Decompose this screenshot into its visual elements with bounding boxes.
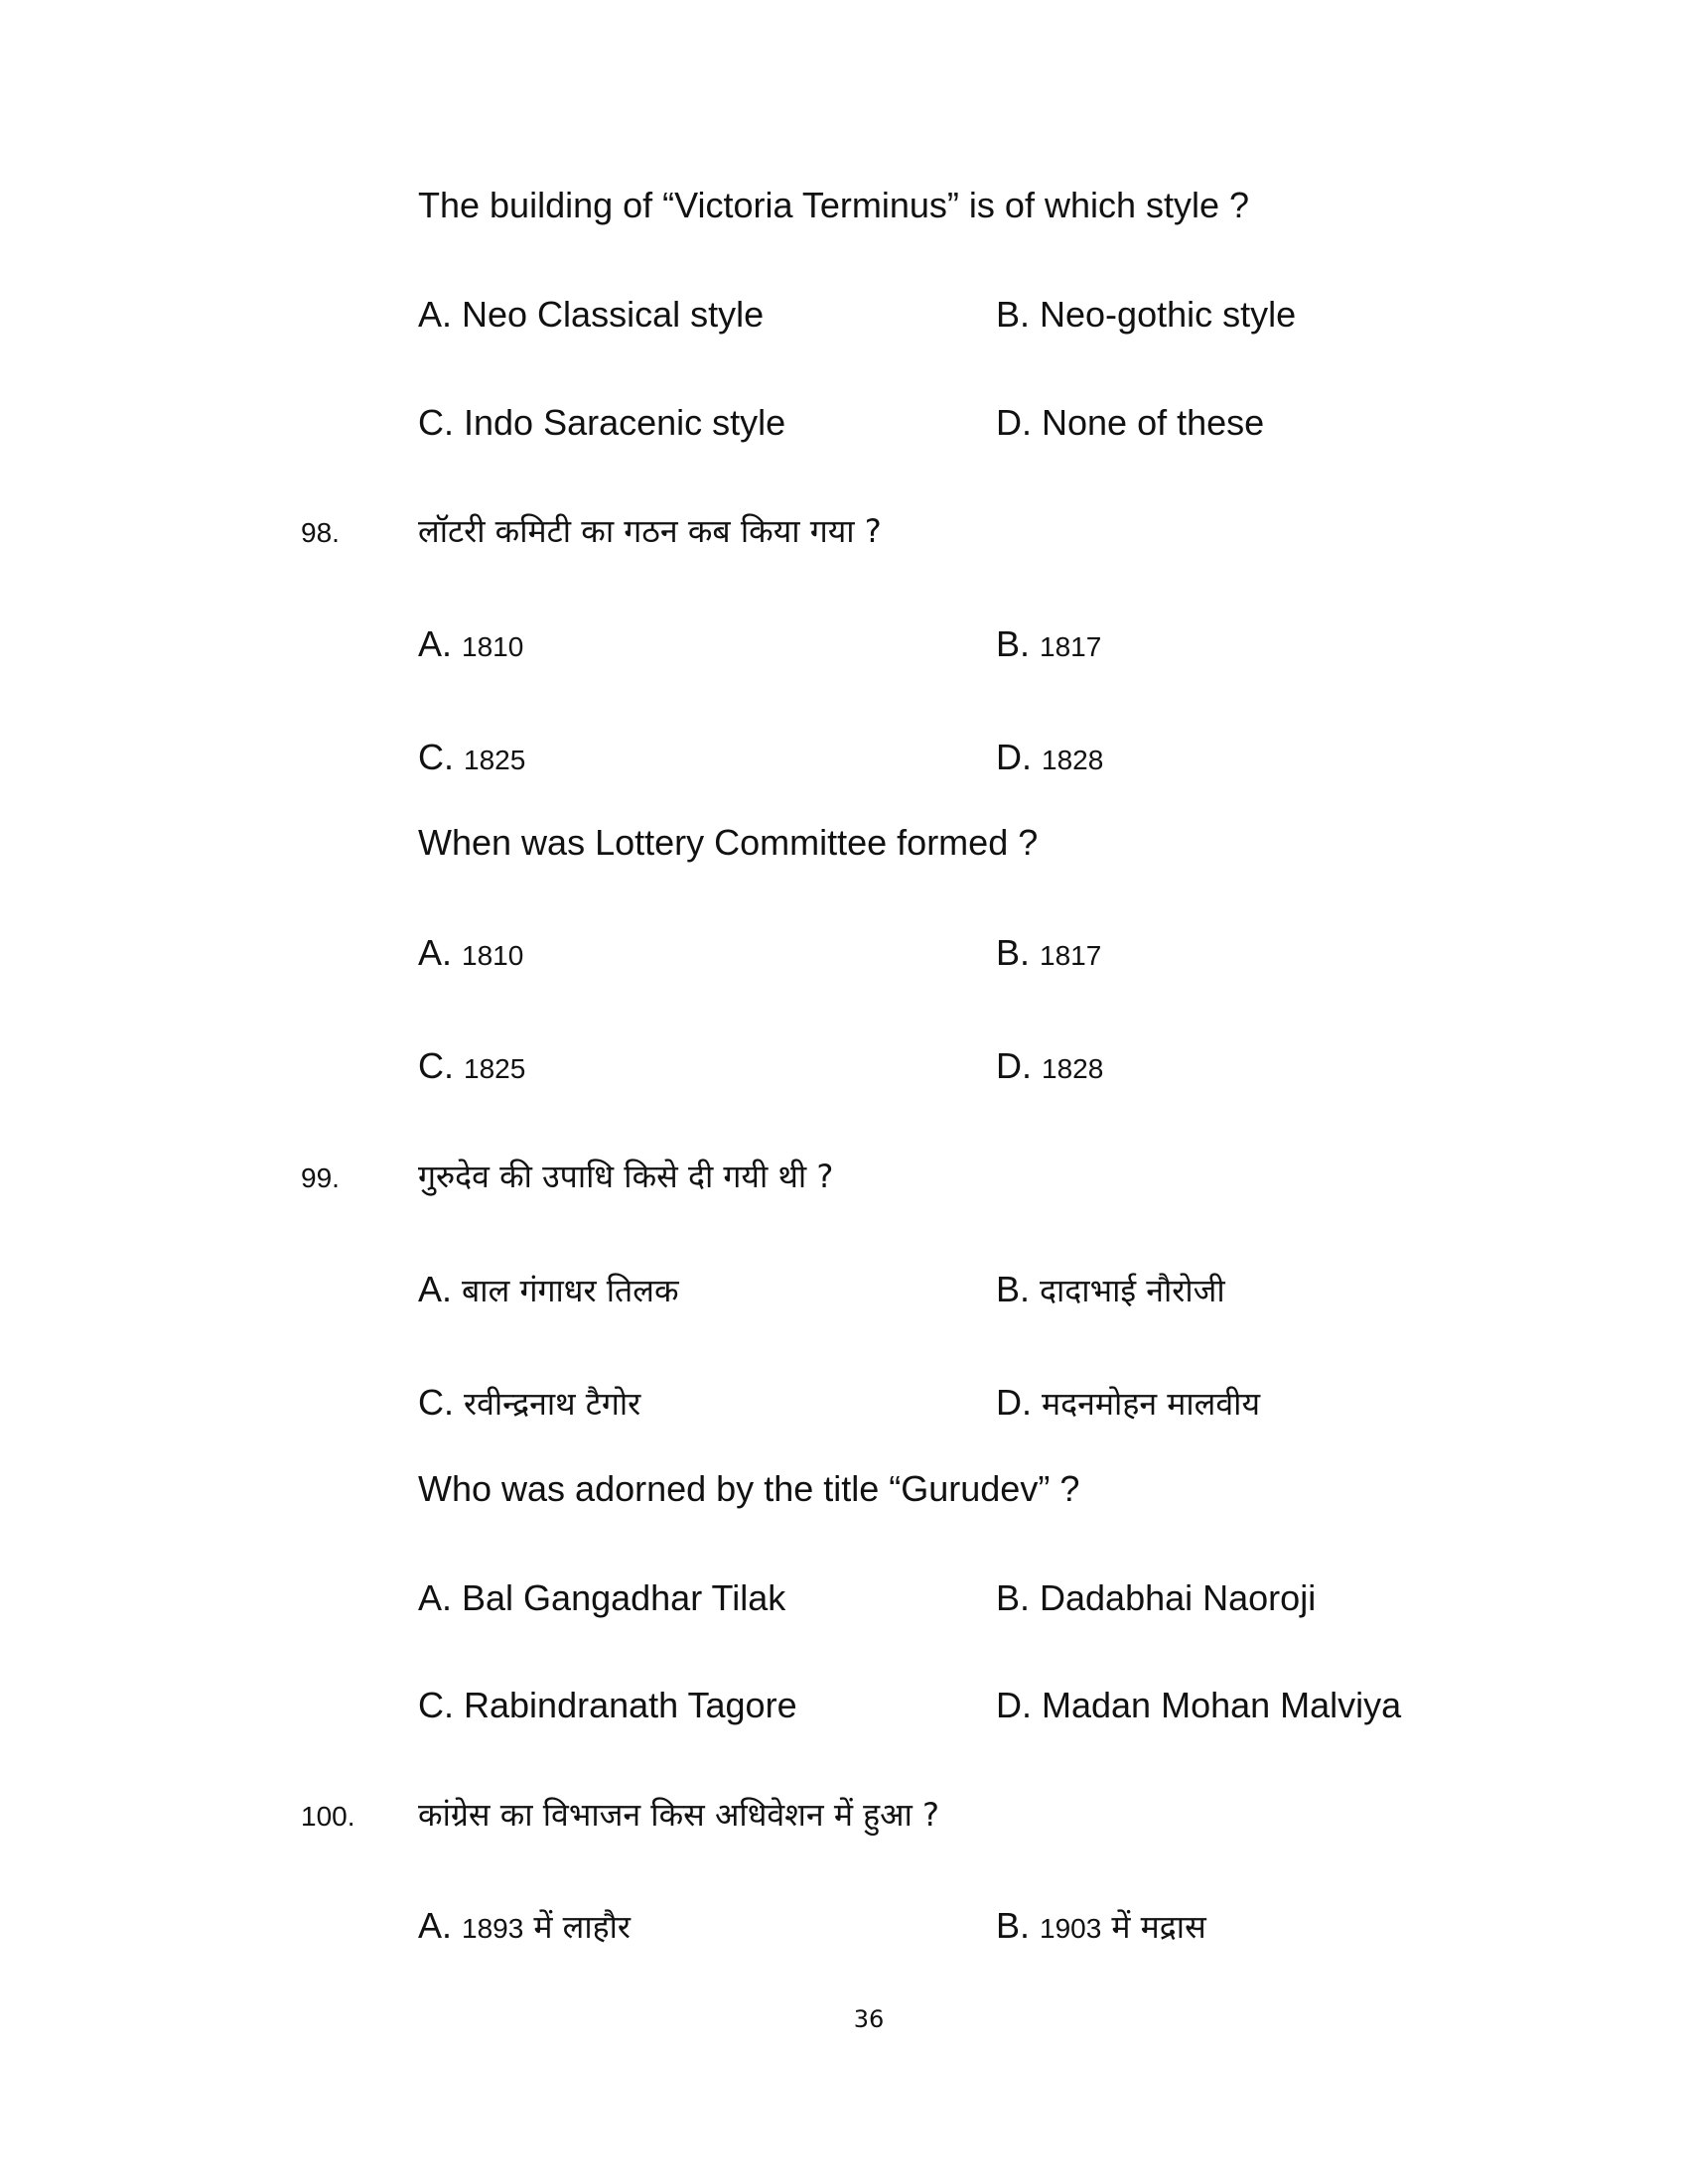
option-letter: A. — [418, 623, 453, 664]
option-letter: D. — [996, 1045, 1032, 1086]
question-text-hindi: गुरुदेव की उपाधि किसे दी गयी थी ? — [418, 1158, 834, 1195]
option-b-hindi — [996, 1268, 1225, 1312]
option-b: B. Neo-gothic style — [996, 294, 1297, 335]
option-text: बाल गंगाधर तिलक — [462, 1272, 679, 1309]
option-letter: C. — [418, 1382, 454, 1423]
page-number: 36 — [853, 2005, 885, 2033]
question-number: 100. — [301, 1801, 355, 1832]
option-d: D. None of these — [996, 402, 1265, 443]
option-b-english: B. Dadabhai Naoroji — [996, 1577, 1317, 1618]
option-letter: C. — [418, 737, 454, 777]
option-text: रवीन्द्रनाथ टैगोर — [464, 1385, 641, 1423]
option-letter: A. — [418, 1905, 453, 1946]
option-a-english: A. Bal Gangadhar Tilak — [418, 1577, 786, 1618]
option-text: 1828 — [1042, 1053, 1104, 1084]
option-letter: A. — [418, 932, 453, 973]
option-text: 1810 — [462, 631, 524, 662]
option-letter: D. — [996, 1382, 1032, 1423]
option-b-hindi — [996, 1904, 1206, 1951]
option-c-english: C. Rabindranath Tagore — [418, 1685, 797, 1725]
option-b-hindi — [996, 622, 1101, 669]
option-letter: C. — [418, 1045, 454, 1086]
option-letter: B. — [996, 1905, 1031, 1946]
option-year: 1893 — [462, 1913, 524, 1944]
option-d-english: D. Madan Mohan Malviya — [996, 1685, 1402, 1725]
option-a-hindi — [418, 1904, 631, 1951]
option-text: 1817 — [1040, 940, 1102, 971]
question-number: 99. — [301, 1162, 340, 1193]
option-c-hindi — [418, 736, 525, 782]
question-text-hindi: कांग्रेस का विभाजन किस अधिवेशन में हुआ ? — [418, 1796, 940, 1834]
option-text: में मद्रास — [1111, 1908, 1206, 1946]
option-d-hindi — [996, 1381, 1260, 1426]
option-letter: D. — [996, 737, 1032, 777]
option-letter: B. — [996, 932, 1031, 973]
option-a-english — [418, 931, 523, 978]
option-c-english — [418, 1044, 525, 1091]
question-text: The building of “Victoria Terminus” is of which style ? — [418, 185, 1250, 225]
option-b-english — [996, 931, 1101, 978]
option-year: 1903 — [1040, 1913, 1102, 1944]
option-text: दादाभाई नौरोजी — [1040, 1272, 1225, 1309]
question-number: 98. — [301, 517, 340, 548]
option-text: 1817 — [1040, 631, 1102, 662]
option-d-english — [996, 1044, 1103, 1091]
option-text: 1825 — [464, 1053, 526, 1084]
option-d-hindi — [996, 736, 1103, 782]
option-c-hindi — [418, 1381, 640, 1426]
option-letter: B. — [996, 623, 1031, 664]
option-text: में लाहौर — [533, 1908, 632, 1946]
option-letter: A. — [418, 1269, 453, 1309]
option-a: A. Neo Classical style — [418, 294, 765, 335]
option-text: 1825 — [464, 745, 526, 775]
option-a-hindi — [418, 622, 523, 669]
option-text: 1810 — [462, 940, 524, 971]
option-text: मदनमोहन मालवीय — [1042, 1385, 1261, 1423]
option-text: 1828 — [1042, 745, 1104, 775]
question-text-hindi: लॉटरी कमिटी का गठन कब किया गया ? — [418, 512, 882, 550]
question-text-english: Who was adorned by the title “Gurudev” ? — [418, 1468, 1080, 1509]
option-a-hindi — [418, 1268, 679, 1312]
question-text-english: When was Lottery Committee formed ? — [418, 822, 1039, 863]
option-c: C. Indo Saracenic style — [418, 402, 786, 443]
option-letter: B. — [996, 1269, 1031, 1309]
